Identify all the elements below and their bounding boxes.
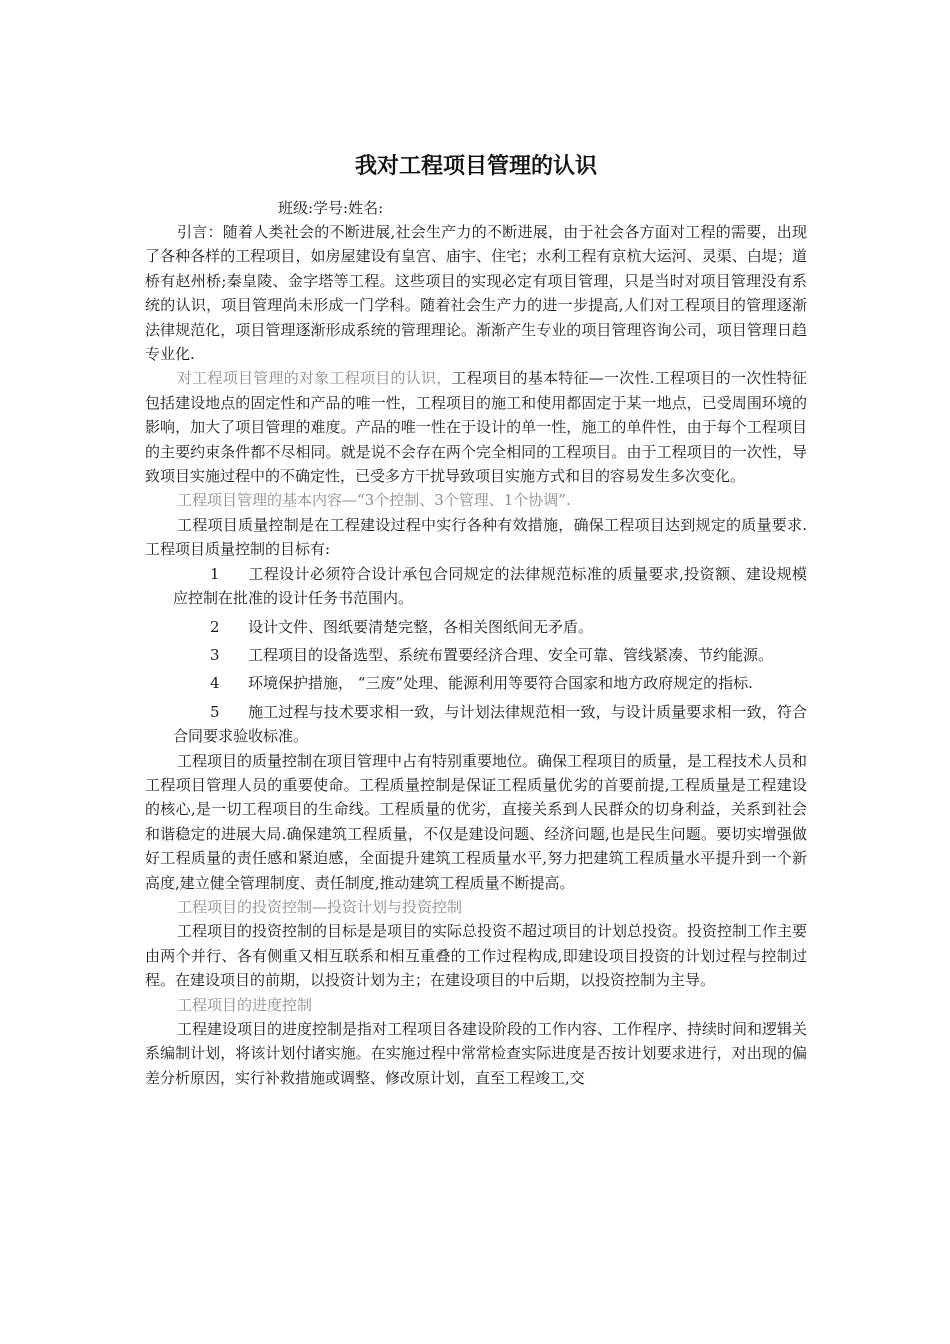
class-id-name-line: 班级:学号:姓名: [278, 199, 384, 217]
intro-paragraph: 引言：随着人类社会的不断进展,社会生产力的不断进展，由于社会各方面对工程的需要，出现了各种各样的工程项目，如房屋建设有皇宫、庙宇、住宅；水利工程有京杭大运河、灵渠、白堤；道桥有赵州桥;秦皇陵、金字塔等工程。这些项目的实现必定有项目管理，只是当时对项目管理没有系统的认识，项目管理尚未形成一门学科。随着社会生产力的进一步提高,人们对工程项目的管理逐渐法律规范化，项目管理逐渐形成系统的管理理论。渐渐产生专业的项目管理咨询公司，项目管理日趋专业化. [145, 223, 807, 364]
document-page [145, 150, 807, 1090]
section1-body: 工程项目的基本特征—一次性.工程项目的一次性特征包括建设地点的固定性和产品的唯一性，工程项目的施工和使用都固定于某一地点，已受周围环境的影响，加大了项目管理的难度。产品的唯一性在于设计的单一性，施工的单件性，由于每个工程项目的主要约束条件都不尽相同。就是说不会存在两个完全相同的工程项目。由于工程项目的一次性，导致项目实施过程中的不确定性，已受多方干扰导致项目实施方式和目的容易发生多次变化。 [145, 369, 807, 486]
section2-heading: 工程项目管理的基本内容—“3个控制、3个管理、1个协调”. [177, 491, 571, 510]
list-item [145, 671, 807, 695]
list-item-number: 4 [210, 674, 220, 693]
section1-heading: 对工程项目管理的对象工程项目的认识， [177, 369, 452, 388]
investment-paragraph: 工程项目的投资控制的目标是是项目的实际总投资不超过项目的计划总投资。投资控制工作主要由两个并行、各有侧重又相互联系和相互重叠的工作过程构成,即建设项目投资的计划过程与控制过程。在建设项目的前期，以投资计划为主；在建设项目的中后期，以投资控制为主导。 [145, 922, 808, 990]
list-item-number: 2 [210, 617, 220, 636]
section1-paragraph [145, 366, 807, 488]
list-item-text: 设计文件、图纸要清楚完整，各相关图纸间无矛盾。 [248, 617, 594, 636]
list-item-text: 环境保护措施， “三废”处理、能源利用等要符合国家和地方政府规定的指标. [248, 674, 753, 693]
schedule-heading: 工程项目的进度控制 [177, 995, 313, 1014]
quality-intro-paragraph: 工程项目质量控制是在工程建设过程中实行各种有效措施，确保工程项目达到规定的质量要求.工程项目质量控制的目标有: [145, 515, 807, 559]
list-item [145, 562, 807, 611]
quality-importance-paragraph: 工程项目的质量控制在项目管理中占有特别重要地位。确保工程项目的质量，是工程技术人员和工程项目管理人员的重要使命。工程质量控制是保证工程质量优劣的首要前提,工程质量是工程建设的核心,是一切工程项目的生命线。工程质量的优劣，直接关系到人民群众的切身利益，关系到社会和谐稳定的进展大局.确保建筑工程质量，不仅是建设问题、经济问题,也是民生问题。要切实增强做好工程质量的责任感和紧迫感，全面提升建筑工程质量水平,努力把建筑工程质量水平提升到一个新高度,建立健全管理制度、责任制度,推动建筑工程质量不断提高。 [145, 751, 808, 892]
list-item-text: 工程项目的设备选型、系统布置要经济合理、安全可靠、管线紧凑、节约能源。 [248, 645, 774, 664]
investment-heading: 工程项目的投资控制—投资计划与投资控制 [177, 897, 463, 916]
list-item-text: 施工过程与技术要求相一致，与计划法律规范相一致，与设计质量要求相一致，符合合同要求验收标准。 [173, 702, 807, 746]
list-item [145, 615, 807, 639]
schedule-paragraph: 工程建设项目的进度控制是指对工程项目各建设阶段的工作内容、工作程序、持续时间和逻辑关系编制计划，将该计划付诸实施。在实施过程中常常检查实际进度是否按计划要求进行，对出现的偏差分析原因，实行补救措施或调整、修改原计划，直至工程竣工,交 [145, 1020, 808, 1087]
list-item-number: 3 [210, 645, 220, 664]
list-item-text: 工程设计必须符合设计承包合同规定的法律规范标准的质量要求,投资额、建设规模应控制在批准的设计任务书范围内。 [173, 564, 807, 608]
document-title: 我对工程项目管理的认识 [354, 154, 597, 179]
list-item-number: 1 [210, 564, 220, 583]
list-item-number: 5 [210, 702, 220, 721]
list-item [145, 700, 807, 749]
list-item [145, 643, 807, 667]
